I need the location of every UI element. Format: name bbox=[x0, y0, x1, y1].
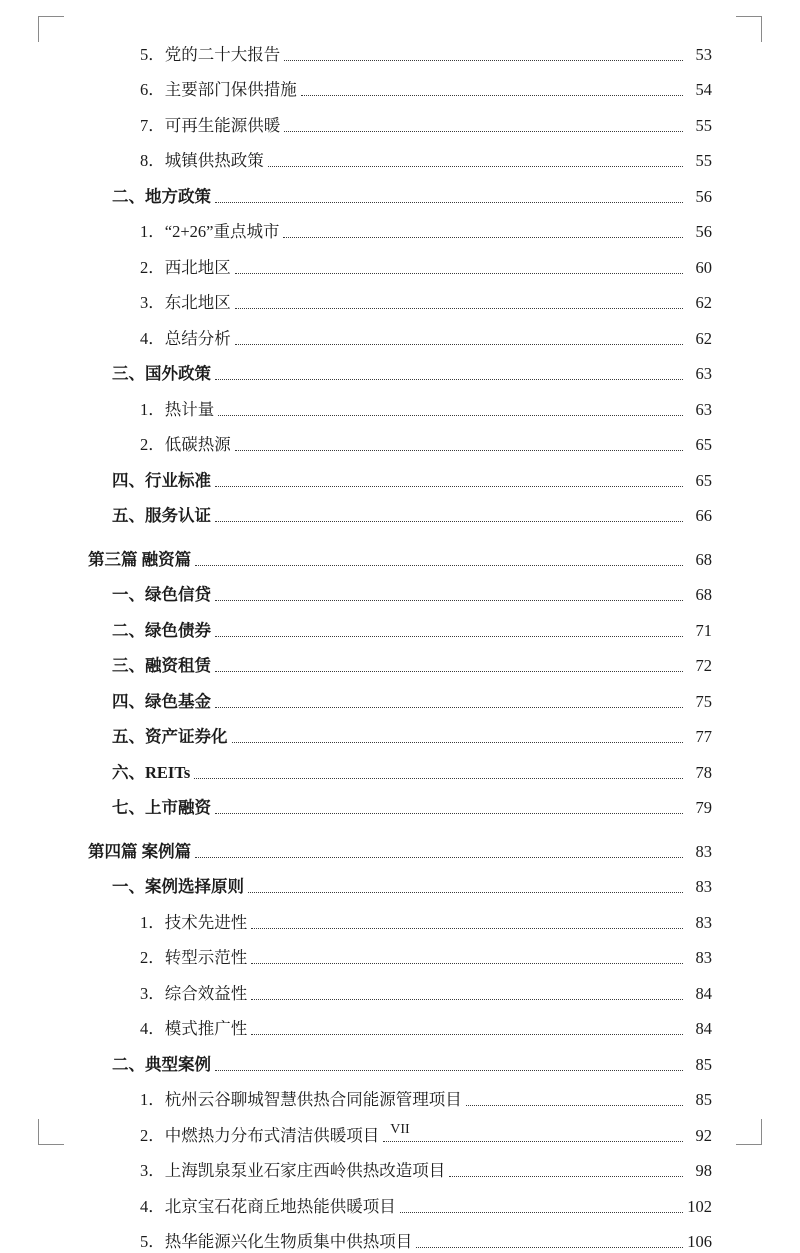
toc-entry[interactable] bbox=[88, 421, 712, 457]
toc-entry-page: 66 bbox=[686, 506, 712, 527]
toc-leader-dots bbox=[218, 415, 683, 416]
toc-entry[interactable] bbox=[88, 314, 712, 350]
toc-entry-title: 二、绿色债券 bbox=[112, 617, 211, 642]
toc-leader-dots bbox=[416, 1247, 683, 1248]
toc-entry-title: 六、REITs bbox=[112, 759, 190, 784]
toc-entry-page: 106 bbox=[686, 1232, 712, 1253]
toc-entry[interactable] bbox=[88, 784, 712, 820]
toc-leader-dots bbox=[215, 813, 683, 814]
toc-leader-dots bbox=[251, 1034, 683, 1035]
toc-entry-page: 65 bbox=[686, 471, 712, 492]
toc-entry[interactable] bbox=[88, 1076, 712, 1112]
toc-entry[interactable] bbox=[88, 677, 712, 713]
toc-entry-page: 92 bbox=[686, 1126, 712, 1147]
toc-entry[interactable] bbox=[88, 571, 712, 607]
crop-mark-top-right bbox=[736, 16, 762, 42]
toc-entry[interactable] bbox=[88, 243, 712, 279]
toc-entry[interactable] bbox=[88, 898, 712, 934]
toc-entry-page: 85 bbox=[686, 1090, 712, 1111]
toc-leader-dots bbox=[215, 379, 683, 380]
toc-entry-title: 7．可再生能源供暖 bbox=[140, 112, 280, 137]
toc-entry[interactable] bbox=[88, 66, 712, 102]
toc-entry-title: 5．热华能源兴化生物质集中供热项目 bbox=[140, 1228, 412, 1253]
toc-entry-title: 3．上海凯泉泵业石家庄西岭供热改造项目 bbox=[140, 1157, 445, 1182]
toc-entry-title: 第三篇 融资篇 bbox=[88, 546, 191, 571]
toc-entry[interactable] bbox=[88, 1040, 712, 1076]
toc-leader-dots bbox=[195, 565, 683, 566]
toc-entry-title: 4．北京宝石花商丘地热能供暖项目 bbox=[140, 1193, 396, 1218]
toc-entry[interactable] bbox=[88, 30, 712, 66]
toc-entry[interactable] bbox=[88, 137, 712, 173]
toc-leader-dots bbox=[268, 166, 683, 167]
page-number: VII bbox=[0, 1122, 800, 1138]
toc-leader-dots bbox=[235, 308, 683, 309]
toc-entry[interactable] bbox=[88, 827, 712, 863]
toc-leader-dots bbox=[215, 636, 683, 637]
toc-leader-dots bbox=[195, 857, 683, 858]
toc-leader-dots bbox=[232, 742, 684, 743]
toc-leader-dots bbox=[383, 1141, 683, 1142]
toc-entry-page: 54 bbox=[686, 80, 712, 101]
toc-leader-dots bbox=[449, 1176, 683, 1177]
toc-entry[interactable] bbox=[88, 748, 712, 784]
toc-entry[interactable] bbox=[88, 642, 712, 678]
toc-leader-dots bbox=[251, 999, 683, 1000]
toc-entry-page: 65 bbox=[686, 435, 712, 456]
toc-leader-dots bbox=[215, 521, 683, 522]
toc-leader-dots bbox=[251, 928, 683, 929]
toc-entry-title: 2．西北地区 bbox=[140, 254, 231, 279]
toc-entry[interactable] bbox=[88, 350, 712, 386]
toc-entry-title: 一、案例选择原则 bbox=[112, 873, 244, 898]
toc-entry-title: 1．“2+26”重点城市 bbox=[140, 218, 279, 243]
toc-leader-dots bbox=[215, 671, 683, 672]
toc-entry-page: 83 bbox=[686, 948, 712, 969]
toc-entry[interactable] bbox=[88, 172, 712, 208]
toc-entry-page: 56 bbox=[686, 187, 712, 208]
toc-entry-page: 83 bbox=[686, 913, 712, 934]
toc-entry-page: 78 bbox=[686, 763, 712, 784]
toc-leader-dots bbox=[400, 1212, 683, 1213]
toc-entry-title: 2．中燃热力分布式清洁供暖项目 bbox=[140, 1122, 379, 1147]
toc-entry-page: 53 bbox=[686, 45, 712, 66]
toc-entry-page: 62 bbox=[686, 329, 712, 350]
crop-mark-top-left bbox=[38, 16, 64, 42]
toc-leader-dots bbox=[215, 1070, 683, 1071]
toc-entry-page: 63 bbox=[686, 364, 712, 385]
toc-entry-page: 55 bbox=[686, 116, 712, 137]
toc-leader-dots bbox=[215, 486, 683, 487]
toc-entry-page: 63 bbox=[686, 400, 712, 421]
toc-entry[interactable] bbox=[88, 535, 712, 571]
toc-entry-title: 1．杭州云谷聊城智慧供热合同能源管理项目 bbox=[140, 1086, 462, 1111]
toc-entry-page: 83 bbox=[686, 842, 712, 863]
toc-entry[interactable] bbox=[88, 208, 712, 244]
toc-entry[interactable] bbox=[88, 1147, 712, 1183]
toc-entry-title: 一、绿色信贷 bbox=[112, 581, 211, 606]
toc-entry[interactable] bbox=[88, 934, 712, 970]
toc-leader-dots bbox=[235, 344, 683, 345]
toc-entry-title: 3．综合效益性 bbox=[140, 980, 247, 1005]
toc-entry[interactable] bbox=[88, 863, 712, 899]
toc-leader-dots bbox=[194, 778, 683, 779]
toc-entry-title: 五、资产证券化 bbox=[112, 723, 228, 748]
toc-entry-title: 二、典型案例 bbox=[112, 1051, 211, 1076]
toc-entry-page: 102 bbox=[686, 1197, 712, 1218]
toc-entry-title: 七、上市融资 bbox=[112, 794, 211, 819]
toc-entry-title: 4．模式推广性 bbox=[140, 1015, 247, 1040]
toc-entry-title: 1．热计量 bbox=[140, 396, 214, 421]
toc-entry[interactable] bbox=[88, 101, 712, 137]
table-of-contents bbox=[88, 30, 712, 1253]
toc-entry-page: 85 bbox=[686, 1055, 712, 1076]
toc-leader-dots bbox=[283, 237, 683, 238]
toc-entry-title: 2．低碳热源 bbox=[140, 431, 231, 456]
toc-entry-page: 72 bbox=[686, 656, 712, 677]
toc-entry[interactable] bbox=[88, 492, 712, 528]
toc-leader-dots bbox=[215, 202, 683, 203]
toc-entry-page: 68 bbox=[686, 585, 712, 606]
toc-leader-dots bbox=[251, 963, 683, 964]
toc-entry-page: 60 bbox=[686, 258, 712, 279]
toc-entry[interactable] bbox=[88, 1182, 712, 1218]
toc-entry[interactable] bbox=[88, 606, 712, 642]
toc-leader-dots bbox=[215, 707, 683, 708]
toc-entry-title: 三、国外政策 bbox=[112, 360, 211, 385]
toc-entry[interactable] bbox=[88, 279, 712, 315]
toc-leader-dots bbox=[284, 131, 683, 132]
toc-entry-title: 二、地方政策 bbox=[112, 183, 211, 208]
toc-leader-dots bbox=[235, 273, 683, 274]
toc-entry[interactable] bbox=[88, 1005, 712, 1041]
toc-entry-page: 98 bbox=[686, 1161, 712, 1182]
toc-entry-title: 四、行业标准 bbox=[112, 467, 211, 492]
toc-leader-dots bbox=[235, 450, 683, 451]
toc-entry-title: 8．城镇供热政策 bbox=[140, 147, 264, 172]
toc-entry-title: 五、服务认证 bbox=[112, 502, 211, 527]
toc-entry-title: 4．总结分析 bbox=[140, 325, 231, 350]
toc-entry-title: 3．东北地区 bbox=[140, 289, 231, 314]
toc-entry-page: 75 bbox=[686, 692, 712, 713]
toc-entry-title: 三、融资租赁 bbox=[112, 652, 211, 677]
toc-leader-dots bbox=[248, 892, 683, 893]
toc-entry-page: 56 bbox=[686, 222, 712, 243]
toc-entry[interactable] bbox=[88, 1218, 712, 1253]
toc-entry-page: 77 bbox=[686, 727, 712, 748]
toc-entry-title: 5．党的二十大报告 bbox=[140, 41, 280, 66]
toc-entry-page: 71 bbox=[686, 621, 712, 642]
toc-entry[interactable] bbox=[88, 385, 712, 421]
toc-entry-page: 55 bbox=[686, 151, 712, 172]
toc-entry-title: 第四篇 案例篇 bbox=[88, 838, 191, 863]
toc-entry[interactable] bbox=[88, 713, 712, 749]
toc-entry[interactable] bbox=[88, 456, 712, 492]
toc-entry-page: 79 bbox=[686, 798, 712, 819]
toc-leader-dots bbox=[284, 60, 683, 61]
toc-entry-title: 2．转型示范性 bbox=[140, 944, 247, 969]
toc-entry-page: 84 bbox=[686, 984, 712, 1005]
toc-entry-page: 62 bbox=[686, 293, 712, 314]
toc-entry[interactable] bbox=[88, 969, 712, 1005]
toc-leader-dots bbox=[215, 600, 683, 601]
toc-entry-page: 68 bbox=[686, 550, 712, 571]
toc-leader-dots bbox=[301, 95, 683, 96]
toc-leader-dots bbox=[466, 1105, 683, 1106]
toc-entry-page: 83 bbox=[686, 877, 712, 898]
toc-entry-page: 84 bbox=[686, 1019, 712, 1040]
toc-entry-title: 四、绿色基金 bbox=[112, 688, 211, 713]
toc-entry-title: 1．技术先进性 bbox=[140, 909, 247, 934]
toc-entry-title: 6．主要部门保供措施 bbox=[140, 76, 297, 101]
